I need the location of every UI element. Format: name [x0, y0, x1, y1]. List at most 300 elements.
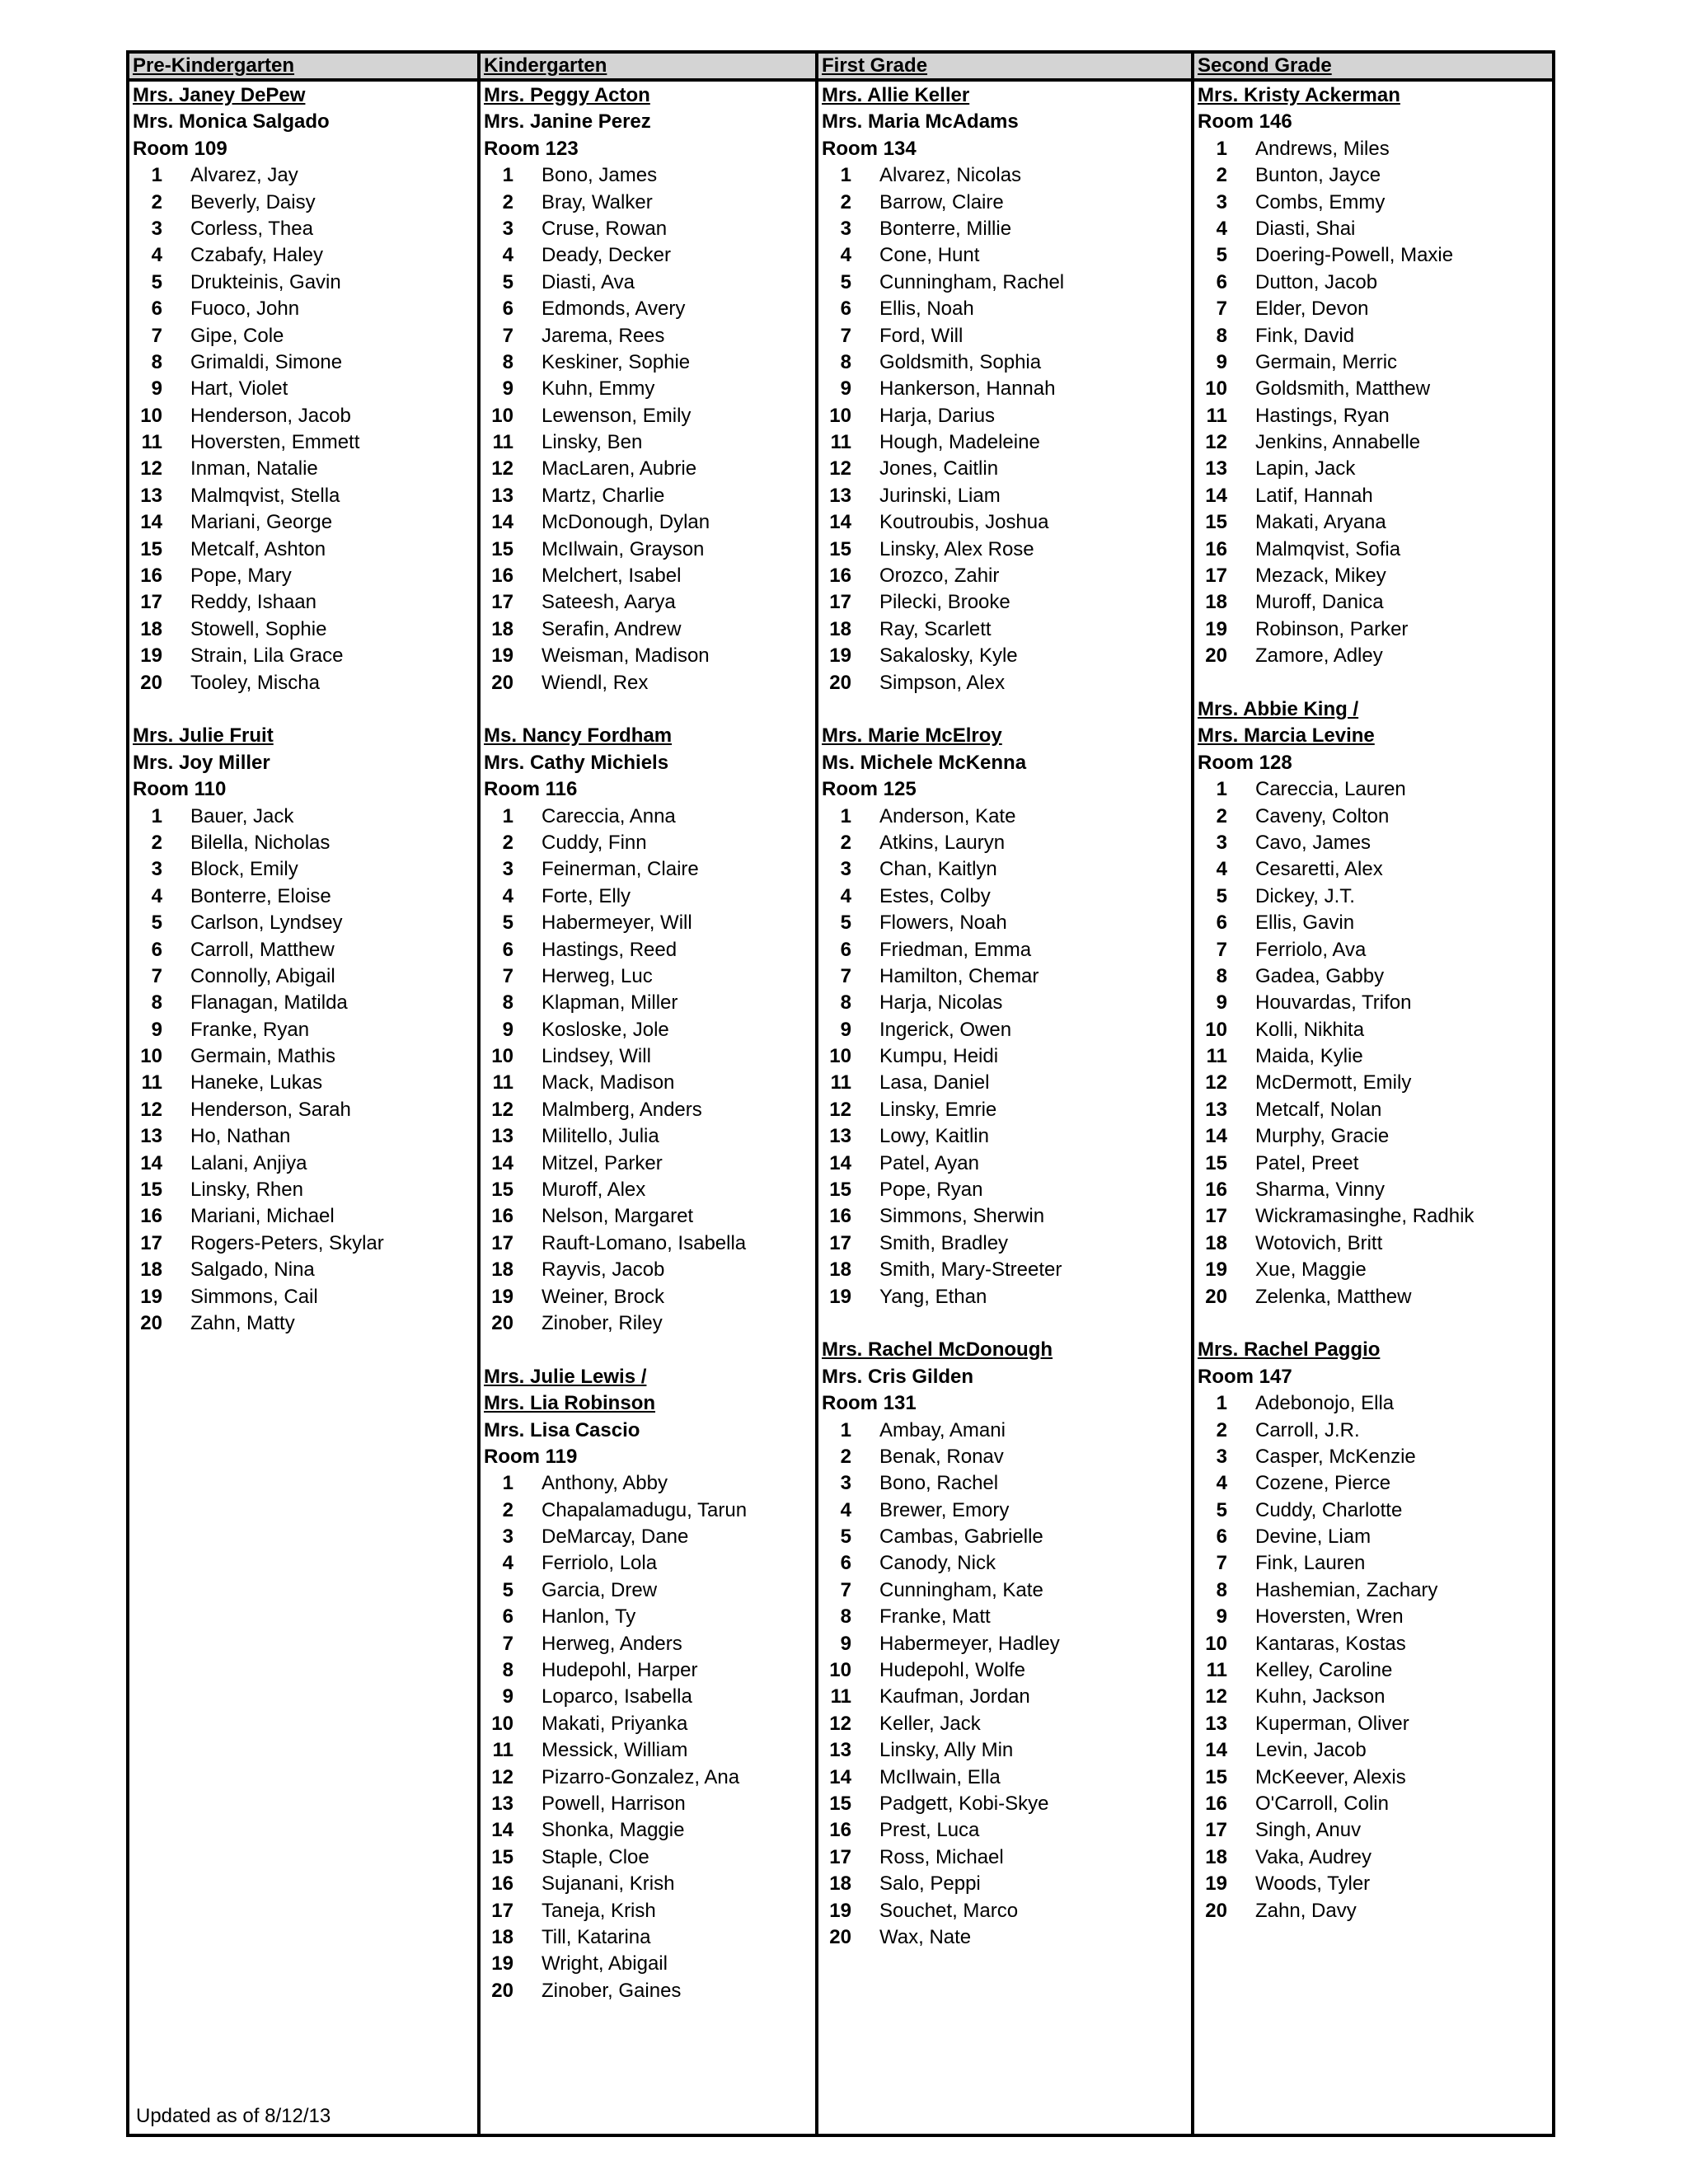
student-name: Latif, Hannah: [1255, 484, 1373, 507]
student-row: [484, 1898, 815, 1924]
student-number: 19: [1205, 1258, 1227, 1282]
student-name: Atkins, Lauryn: [879, 831, 1006, 854]
student-row: [822, 1524, 1191, 1550]
student-number: 13: [491, 1793, 513, 1815]
student-number: 4: [1216, 858, 1227, 881]
student-name: Hough, Madeleine: [879, 431, 1040, 454]
student-number: 6: [1216, 912, 1227, 935]
student-name: Ellis, Noah: [879, 298, 974, 321]
student-row: [484, 1123, 815, 1150]
student-row: [1198, 429, 1552, 456]
student-number: 1: [840, 164, 851, 187]
student-row: [822, 376, 1191, 402]
student-row: [1198, 563, 1552, 589]
student-name: Ross, Michael: [879, 1845, 1004, 1868]
student-number: 7: [502, 1632, 513, 1655]
student-row: [822, 1070, 1191, 1096]
class-block: [822, 1337, 1191, 1951]
student-name: Jurinski, Liam: [879, 484, 1001, 507]
student-row: [1198, 1657, 1552, 1684]
student-row: [1198, 1524, 1552, 1550]
student-name: Harja, Nicolas: [879, 991, 1003, 1015]
student-name: Hudepohl, Wolfe: [879, 1659, 1025, 1682]
student-number: 16: [140, 565, 162, 588]
student-number: 1: [1216, 778, 1227, 801]
student-number: 5: [502, 270, 513, 293]
teacher-name: Mrs. Cris Gilden: [822, 1365, 974, 1388]
student-name: Habermeyer, Hadley: [879, 1632, 1060, 1655]
student-row: [133, 162, 477, 189]
student-name: Kosloske, Jole: [542, 1018, 669, 1041]
student-row: [484, 1230, 815, 1257]
teacher-name: Mrs. Julie Fruit: [133, 724, 274, 748]
student-name: Mitzel, Parker: [542, 1151, 663, 1174]
student-row: [1198, 856, 1552, 883]
student-row: [1198, 1631, 1552, 1657]
student-name: Maida, Kylie: [1255, 1045, 1363, 1068]
student-row: [1198, 1684, 1552, 1710]
column-header: Second Grade: [1194, 54, 1552, 82]
student-number: 14: [829, 1765, 851, 1788]
column-kindergarten: [481, 54, 818, 2134]
student-name: Wax, Nate: [879, 1925, 972, 1948]
student-name: Weiner, Brock: [542, 1285, 664, 1308]
student-name: Lindsey, Will: [542, 1045, 651, 1068]
student-number: 5: [1216, 884, 1227, 907]
teacher-name: Mrs. Maria McAdams: [822, 110, 1019, 134]
class-block: [1198, 696, 1552, 1310]
student-number: 17: [491, 1899, 513, 1922]
student-number: 18: [140, 1258, 162, 1282]
student-name: Linsky, Alex Rose: [879, 537, 1034, 560]
student-row: [484, 1737, 815, 1764]
student-row: [822, 1470, 1191, 1497]
teacher-name: Mrs. Marcia Levine: [1198, 724, 1375, 748]
student-name: Murphy, Gracie: [1255, 1125, 1390, 1148]
student-name: Till, Katarina: [542, 1925, 651, 1948]
student-name: Pilecki, Brooke: [879, 591, 1010, 614]
student-name: Hanlon, Ty: [542, 1605, 636, 1629]
student-row: [1198, 136, 1552, 162]
student-name: Padgett, Kobi-Skye: [879, 1793, 1049, 1815]
student-name: Jarema, Rees: [542, 324, 665, 347]
student-row: [133, 1097, 477, 1123]
student-name: Jenkins, Annabelle: [1255, 431, 1421, 454]
student-number: 3: [502, 217, 513, 240]
student-number: 1: [151, 164, 162, 187]
column-body: [818, 82, 1191, 1951]
student-name: Ambay, Amani: [879, 1418, 1006, 1441]
student-name: Rauft-Lomano, Isabella: [542, 1231, 747, 1254]
student-number: 4: [502, 244, 513, 267]
student-name: Lasa, Daniel: [879, 1071, 990, 1094]
student-name: Brewer, Emory: [879, 1498, 1010, 1521]
student-row: [822, 349, 1191, 376]
teacher-name: Ms. Nancy Fordham: [484, 724, 673, 748]
student-number: 8: [151, 350, 162, 373]
student-row: [484, 537, 815, 563]
student-number: 3: [840, 858, 851, 881]
student-name: Ferriolo, Lola: [542, 1552, 658, 1575]
student-row: [133, 376, 477, 402]
teacher-name: Mrs. Rachel Paggio: [1198, 1338, 1381, 1361]
student-row: [1198, 1444, 1552, 1470]
student-name: Shonka, Maggie: [542, 1819, 685, 1842]
student-number: 13: [491, 484, 513, 507]
student-row: [822, 537, 1191, 563]
student-row: [822, 1631, 1191, 1657]
class-spacer: [1198, 670, 1552, 696]
student-row: [484, 856, 815, 883]
student-number: 3: [1216, 1445, 1227, 1468]
student-number: 20: [491, 671, 513, 694]
student-name: Garcia, Drew: [542, 1578, 658, 1601]
student-number: 20: [1205, 1899, 1227, 1922]
student-name: Linsky, Ben: [542, 431, 643, 454]
student-row: [822, 1684, 1191, 1710]
student-number: 4: [151, 244, 162, 267]
student-row: [484, 1017, 815, 1043]
student-number: 6: [840, 298, 851, 321]
student-row: [133, 804, 477, 830]
student-number: 11: [1206, 1659, 1227, 1682]
student-number: 5: [1216, 244, 1227, 267]
student-row: [484, 883, 815, 910]
student-row: [822, 1924, 1191, 1951]
student-name: Elder, Devon: [1255, 298, 1369, 321]
student-name: Casper, McKenzie: [1255, 1445, 1416, 1468]
student-name: Carroll, Matthew: [190, 938, 335, 961]
student-number: 20: [829, 1925, 851, 1948]
student-number: 4: [840, 884, 851, 907]
student-number: 9: [840, 1018, 851, 1041]
student-number: 8: [1216, 964, 1227, 987]
student-number: 11: [1206, 404, 1227, 427]
student-row: [484, 429, 815, 456]
student-row: [133, 296, 477, 322]
student-row: [1198, 509, 1552, 536]
student-row: [822, 963, 1191, 990]
student-number: 20: [491, 1979, 513, 2002]
class-block: [1198, 82, 1552, 670]
student-row: [484, 563, 815, 589]
student-name: Zinober, Riley: [542, 1311, 663, 1334]
student-row: [484, 376, 815, 402]
student-number: 10: [829, 404, 851, 427]
student-row: [1198, 883, 1552, 910]
student-number: 2: [151, 831, 162, 854]
student-number: 19: [491, 644, 513, 668]
student-number: 6: [151, 298, 162, 321]
student-row: [1198, 190, 1552, 216]
student-row: [484, 483, 815, 509]
student-name: Cone, Hunt: [879, 244, 980, 267]
student-number: 2: [502, 1498, 513, 1521]
student-name: Ferriolo, Ava: [1255, 938, 1367, 961]
student-row: [1198, 323, 1552, 349]
student-row: [484, 910, 815, 936]
teacher-name: Mrs. Rachel McDonough: [822, 1338, 1053, 1361]
student-name: Estes, Colby: [879, 884, 991, 907]
student-row: [1198, 1577, 1552, 1604]
student-name: Taneja, Krish: [542, 1899, 656, 1922]
student-row: [484, 643, 815, 669]
class-spacer: [1198, 1310, 1552, 1337]
column-header: Kindergarten: [481, 54, 815, 82]
student-row: [484, 616, 815, 643]
student-row: [822, 1230, 1191, 1257]
student-row: [1198, 162, 1552, 189]
student-number: 14: [140, 511, 162, 534]
student-row: [133, 537, 477, 563]
student-name: Linsky, Emrie: [879, 1098, 997, 1121]
student-name: Makati, Priyanka: [542, 1712, 688, 1735]
column-second-grade: [1194, 54, 1552, 2134]
student-name: Cesaretti, Alex: [1255, 858, 1383, 881]
student-name: Andrews, Miles: [1255, 137, 1390, 160]
student-row: [1198, 1470, 1552, 1497]
student-row: [484, 323, 815, 349]
student-number: 7: [502, 324, 513, 347]
student-row: [484, 1524, 815, 1550]
student-row: [133, 563, 477, 589]
student-number: 12: [140, 1098, 162, 1121]
student-number: 17: [1205, 1205, 1227, 1228]
teacher-name: Mrs. Janey DePew: [133, 84, 306, 106]
column-pre-kindergarten: [129, 54, 481, 2134]
student-name: O'Carroll, Colin: [1255, 1793, 1389, 1815]
teacher-name: Mrs. Joy Miller: [133, 751, 270, 774]
student-row: [822, 1844, 1191, 1871]
student-row: [1198, 1550, 1552, 1577]
student-number: 16: [491, 1872, 513, 1896]
student-number: 19: [1205, 1872, 1227, 1896]
student-row: [822, 1444, 1191, 1470]
student-number: 4: [840, 1498, 851, 1521]
student-name: Powell, Harrison: [542, 1793, 686, 1815]
student-number: 11: [141, 1071, 162, 1094]
student-name: Nelson, Margaret: [542, 1205, 694, 1228]
student-number: 14: [491, 511, 513, 534]
teacher-name: Mrs. Abbie King /: [1198, 697, 1359, 720]
student-number: 17: [1205, 1819, 1227, 1842]
student-name: Kuhn, Jackson: [1255, 1685, 1386, 1708]
student-number: 3: [502, 1526, 513, 1549]
student-name: Canody, Nick: [879, 1552, 996, 1575]
student-number: 15: [491, 537, 513, 560]
student-name: Pope, Mary: [190, 565, 292, 588]
student-name: Yang, Ethan: [879, 1285, 987, 1308]
student-number: 18: [829, 617, 851, 640]
student-name: Gipe, Cole: [190, 324, 284, 347]
student-name: Stowell, Sophie: [190, 617, 327, 640]
student-name: Loparco, Isabella: [542, 1685, 692, 1708]
student-number: 13: [140, 484, 162, 507]
student-name: Messick, William: [542, 1739, 688, 1762]
student-name: Fuoco, John: [190, 298, 300, 321]
student-row: [1198, 456, 1552, 482]
student-number: 18: [1205, 1231, 1227, 1254]
student-name: Chan, Kaitlyn: [879, 858, 997, 881]
student-name: Melchert, Isabel: [542, 565, 682, 588]
student-number: 4: [502, 1552, 513, 1575]
student-name: Flanagan, Matilda: [190, 991, 348, 1015]
student-number: 10: [491, 1045, 513, 1068]
student-number: 12: [1205, 1685, 1227, 1708]
student-name: Sharma, Vinny: [1255, 1179, 1385, 1202]
student-name: Beverly, Daisy: [190, 190, 316, 213]
student-number: 15: [829, 1179, 851, 1202]
student-row: [1198, 1177, 1552, 1203]
student-number: 10: [829, 1659, 851, 1682]
room-number: Room 131: [822, 1392, 917, 1415]
student-name: McDermott, Emily: [1255, 1071, 1412, 1094]
student-name: Deady, Decker: [542, 244, 671, 267]
teacher-name: Ms. Michele McKenna: [822, 751, 1027, 774]
class-block: [484, 82, 815, 696]
student-number: 5: [151, 912, 162, 935]
student-number: 6: [1216, 270, 1227, 293]
student-row: [133, 1177, 477, 1203]
student-name: Muroff, Alex: [542, 1179, 646, 1202]
student-row: [822, 563, 1191, 589]
student-row: [133, 856, 477, 883]
student-number: 8: [1216, 324, 1227, 347]
student-row: [1198, 1203, 1552, 1230]
student-number: 2: [1216, 804, 1227, 827]
student-number: 14: [1205, 1125, 1227, 1148]
student-number: 19: [491, 1285, 513, 1308]
student-row: [484, 804, 815, 830]
column-body: [1194, 82, 1552, 1924]
student-number: 18: [140, 617, 162, 640]
student-name: Linsky, Rhen: [190, 1179, 303, 1202]
student-number: 8: [502, 1659, 513, 1682]
student-row: [1198, 1390, 1552, 1417]
student-number: 16: [829, 1205, 851, 1228]
student-name: Simmons, Cail: [190, 1285, 318, 1308]
student-name: Lalani, Anjiya: [190, 1151, 307, 1174]
student-number: 9: [502, 377, 513, 401]
student-name: Kumpu, Heidi: [879, 1045, 999, 1068]
student-name: Connolly, Abigail: [190, 964, 335, 987]
student-row: [1198, 349, 1552, 376]
student-row: [1198, 1791, 1552, 1817]
student-row: [822, 1577, 1191, 1604]
student-number: 16: [829, 1819, 851, 1842]
student-number: 11: [830, 1071, 851, 1094]
student-name: Sujanani, Krish: [542, 1872, 675, 1896]
teacher-name: Mrs. Lisa Cascio: [484, 1418, 640, 1441]
class-block: [1198, 1337, 1552, 1924]
student-row: [822, 1765, 1191, 1791]
student-number: 7: [151, 324, 162, 347]
student-number: 19: [829, 644, 851, 668]
column-body: [129, 82, 477, 1337]
student-row: [822, 403, 1191, 429]
student-number: 11: [492, 1739, 513, 1762]
class-block: [822, 723, 1191, 1310]
student-number: 3: [1216, 190, 1227, 213]
student-row: [822, 990, 1191, 1016]
student-number: 1: [502, 164, 513, 187]
student-number: 8: [840, 1605, 851, 1629]
student-name: Hart, Violet: [190, 377, 288, 401]
student-number: 9: [502, 1685, 513, 1708]
student-number: 16: [1205, 537, 1227, 560]
student-row: [484, 589, 815, 616]
student-row: [484, 1497, 815, 1524]
student-row: [1198, 1257, 1552, 1283]
student-row: [484, 1711, 815, 1737]
student-number: 17: [1205, 565, 1227, 588]
student-number: 16: [491, 565, 513, 588]
student-number: 20: [1205, 1285, 1227, 1308]
student-name: Bunton, Jayce: [1255, 164, 1381, 187]
column-header: First Grade: [818, 54, 1191, 82]
student-row: [133, 589, 477, 616]
student-name: Linsky, Ally Min: [879, 1739, 1014, 1762]
student-row: [133, 1151, 477, 1177]
student-name: Mezack, Mikey: [1255, 565, 1386, 588]
student-number: 11: [492, 431, 513, 454]
student-row: [822, 1791, 1191, 1817]
student-name: Malmqvist, Stella: [190, 484, 340, 507]
student-number: 7: [1216, 938, 1227, 961]
student-number: 16: [829, 565, 851, 588]
student-number: 18: [829, 1258, 851, 1282]
student-name: Vaka, Audrey: [1255, 1845, 1372, 1868]
student-row: [822, 1017, 1191, 1043]
student-name: Ho, Nathan: [190, 1125, 291, 1148]
student-number: 17: [829, 1845, 851, 1868]
student-number: 1: [840, 804, 851, 827]
student-row: [484, 963, 815, 990]
student-name: Ingerick, Owen: [879, 1018, 1012, 1041]
student-number: 14: [1205, 1739, 1227, 1762]
teacher-name: Mrs. Allie Keller: [822, 84, 970, 106]
student-number: 11: [141, 431, 162, 454]
student-number: 6: [840, 938, 851, 961]
student-row: [484, 1257, 815, 1283]
student-number: 19: [491, 1952, 513, 1975]
student-row: [484, 1151, 815, 1177]
student-name: Kuperman, Oliver: [1255, 1712, 1409, 1735]
student-name: Herweg, Anders: [542, 1632, 682, 1655]
student-number: 17: [829, 591, 851, 614]
student-row: [1198, 1765, 1552, 1791]
student-row: [1198, 1043, 1552, 1070]
student-name: Hoversten, Wren: [1255, 1605, 1404, 1629]
student-name: Strain, Lila Grace: [190, 644, 344, 668]
student-name: Kantaras, Kostas: [1255, 1632, 1406, 1655]
student-name: Gadea, Gabby: [1255, 964, 1385, 987]
student-row: [822, 856, 1191, 883]
student-name: Anderson, Kate: [879, 804, 1016, 827]
student-number: 4: [502, 884, 513, 907]
student-name: Kaufman, Jordan: [879, 1685, 1030, 1708]
class-spacer: [822, 1310, 1191, 1337]
class-spacer: [133, 696, 477, 723]
student-name: Lewenson, Emily: [542, 404, 692, 427]
student-row: [484, 1177, 815, 1203]
student-name: Singh, Anuv: [1255, 1819, 1362, 1842]
student-row: [1198, 296, 1552, 322]
student-row: [822, 616, 1191, 643]
student-name: Barrow, Claire: [879, 190, 1004, 213]
student-number: 5: [151, 270, 162, 293]
student-number: 12: [829, 1098, 851, 1121]
